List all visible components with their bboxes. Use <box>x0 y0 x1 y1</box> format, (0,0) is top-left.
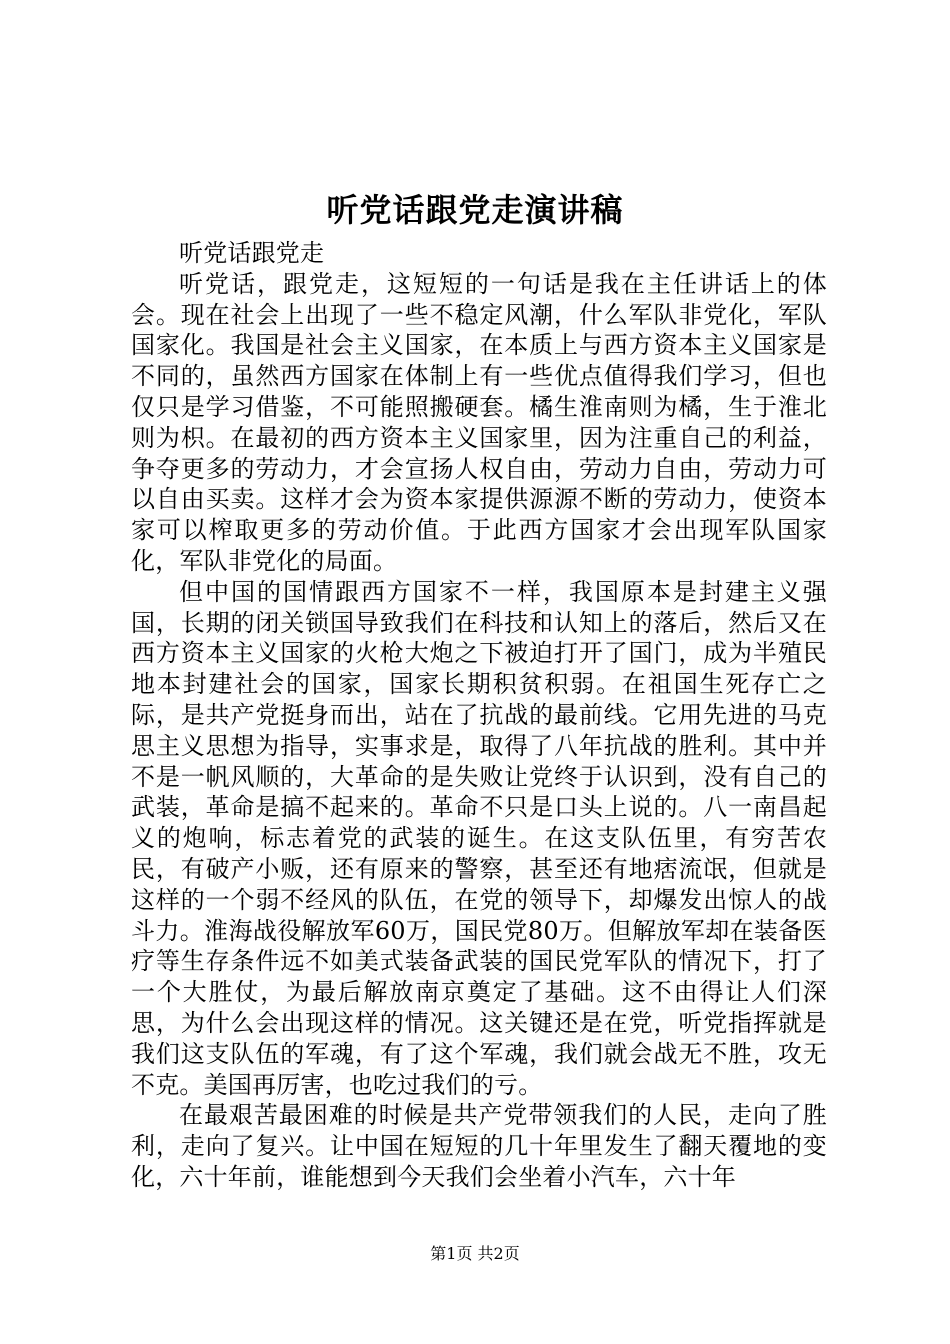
document-title: 听党话跟党走演讲稿 <box>326 191 624 229</box>
paragraph-3: 在最艰苦最困难的时候是共产党带领我们的人民，走向了胜利，走向了复兴。让中国在短短的几十年里发生了翻天覆地的变化，六十年前，谁能想到今天我们会坐着小汽车，六十年 <box>131 1101 827 1191</box>
paragraph-2: 但中国的国情跟西方国家不一样，我国原本是封建主义强国，长期的闭关锁国导致我们在科技和认知上的落后，然后又在西方资本主义国家的火枪大炮之下被迫打开了国门，成为半殖民地本封建社会的国家，国家长期积贫积弱。在祖国生死存亡之际，是共产党挺身而出，站在了抗战的最前线。它用先进的马克思主义思想为指导，实事求是，取得了八年抗战的胜利。其中并不是一帆风顺的，大革命的是失败让党终于认识到，没有自己的武装，革命是搞不起来的。革命不只是口头上说的。八一南昌起义的炮响，标志着党的武装的诞生。在这支队伍里，有穷苦农民，有破产小贩，还有原来的警察，甚至还有地痞流氓，但就是这样的一个弱不经风的队伍，在党的领导下，却爆发出惊人的战斗力。淮海战役解放军60万，国民党80万。但解放军却在装备医疗等生存条件远不如美式装备武装的国民党军队的情况下，打了一个大胜仗，为最后解放南京奠定了基础。这不由得让人们深思，为什么会出现这样的情况。这关键还是在党，听党指挥就是我们这支队伍的军魂，有了这个军魂，我们就会战无不胜，攻无不克。美国再厉害，也吃过我们的亏。 <box>131 577 827 1099</box>
page-number-footer: 第1页 共2页 <box>430 1244 520 1263</box>
paragraph-subtitle: 听党话跟党走 <box>179 239 325 267</box>
document-body <box>131 238 827 1193</box>
paragraph-1: 听党话，跟党走，这短短的一句话是我在主任讲话上的体会。现在社会上出现了一些不稳定风潮，什么军队非党化，军队国家化。我国是社会主义国家，在本质上与西方资本主义国家是不同的，虽然西方国家在体制上有一些优点值得我们学习，但也仅只是学习借鉴，不可能照搬硬套。橘生淮南则为橘，生于淮北则为枳。在最初的西方资本主义国家里，因为注重自己的利益，争夺更多的劳动力，才会宣扬人权自由，劳动力自由，劳动力可以自由买卖。这样才会为资本家提供源源不断的劳动力，使资本家可以榨取更多的劳动价值。于此西方国家才会出现军队国家化，军队非党化的局面。 <box>131 269 827 575</box>
